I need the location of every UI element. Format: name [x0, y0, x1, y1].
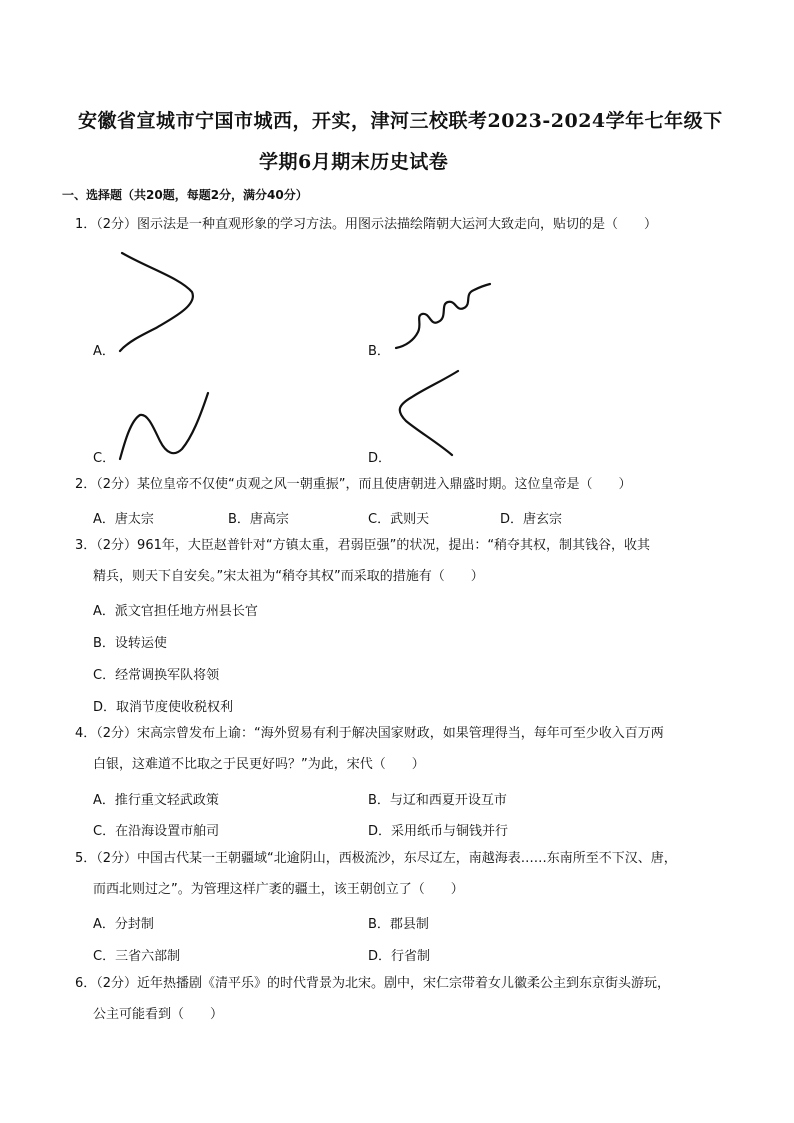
q3-option-c: C．经常调换军队将领	[93, 668, 220, 683]
page-title-line2: 学期6月期末历史试卷	[259, 151, 449, 173]
question-3-stem-line2: 精兵，则天下自安矣。”宋太祖为“稍夺其权”而采取的措施有（ ）	[93, 569, 484, 584]
q5-option-b: B．郡县制	[368, 917, 429, 932]
q3-option-d: D．取消节度使收税权利	[93, 700, 234, 715]
section-heading: 一、选择题（共20题，每题2分，满分40分）	[62, 188, 308, 202]
q3-option-b: B．设转运使	[93, 636, 167, 651]
question-2-stem: 2．（2分）某位皇帝不仅使“贞观之风一朝重振”，而且使唐朝进入鼎盛时期。这位皇帝是（ ）	[75, 477, 632, 492]
q3-option-a: A．派文官担任地方州县长官	[93, 604, 258, 619]
q5-option-c: C．三省六部制	[93, 949, 181, 964]
q4-option-a: A．推行重文轻武政策	[93, 793, 219, 808]
q1-option-d-figure	[394, 369, 464, 459]
q1-option-d-label: D．	[368, 451, 392, 466]
q2-option-a: A．唐太宗	[93, 512, 154, 527]
q4-option-c: C．在沿海设置市舶司	[93, 824, 220, 839]
question-1-stem: 1．（2分）图示法是一种直观形象的学习方法。用图示法描绘隋朝大运河大致走向，贴切的是（ ）	[75, 217, 658, 232]
q1-option-b-label: B．	[368, 344, 390, 359]
q2-option-b: B．唐高宗	[228, 512, 289, 527]
question-6-stem-line1: 6．（2分）近年热播剧《清平乐》的时代背景为北宋。剧中，宋仁宗带着女儿徽柔公主到东京街头游玩，	[75, 976, 671, 991]
q5-option-d: D．行省制	[368, 949, 431, 964]
question-4-stem-line2: 白银，这难道不比取之于民更好吗？”为此，宋代（ ）	[93, 757, 425, 772]
q1-option-a-label: A．	[93, 344, 115, 359]
question-5-stem-line1: 5．（2分）中国古代某一王朝疆域“北逾阴山，西极流沙，东尽辽左，南越海表……东南所至不下汉、唐，	[75, 851, 677, 866]
question-4-stem-line1: 4．（2分）宋高宗曾发布上谕：“海外贸易有利于解决国家财政，如果管理得当，每年可至少收入百万两	[75, 726, 664, 741]
q4-option-d: D．采用纸币与铜钱并行	[368, 824, 509, 839]
q1-option-c-figure	[118, 389, 213, 461]
question-3-stem-line1: 3．（2分）961年，大臣赵普针对“方镇太重，君弱臣强”的状况，提出：“稍夺其权，制其钱谷，收其	[75, 538, 651, 553]
q2-option-d: D．唐玄宗	[500, 512, 563, 527]
q1-option-a-figure	[118, 250, 198, 350]
question-5-stem-line2: 而西北则过之”。为管理这样广袤的疆土，该王朝创立了（ ）	[93, 882, 464, 897]
q1-option-b-figure	[394, 282, 494, 352]
q4-option-b: B．与辽和西夏开设互市	[368, 793, 507, 808]
q1-option-c-label: C．	[93, 451, 116, 466]
page-title-line1: 安徽省宣城市宁国市城西，开实，津河三校联考2023-2024学年七年级下	[78, 110, 723, 132]
q2-option-c: C．武则天	[368, 512, 430, 527]
q5-option-a: A．分封制	[93, 917, 154, 932]
question-6-stem-line2: 公主可能看到（ ）	[93, 1007, 224, 1022]
